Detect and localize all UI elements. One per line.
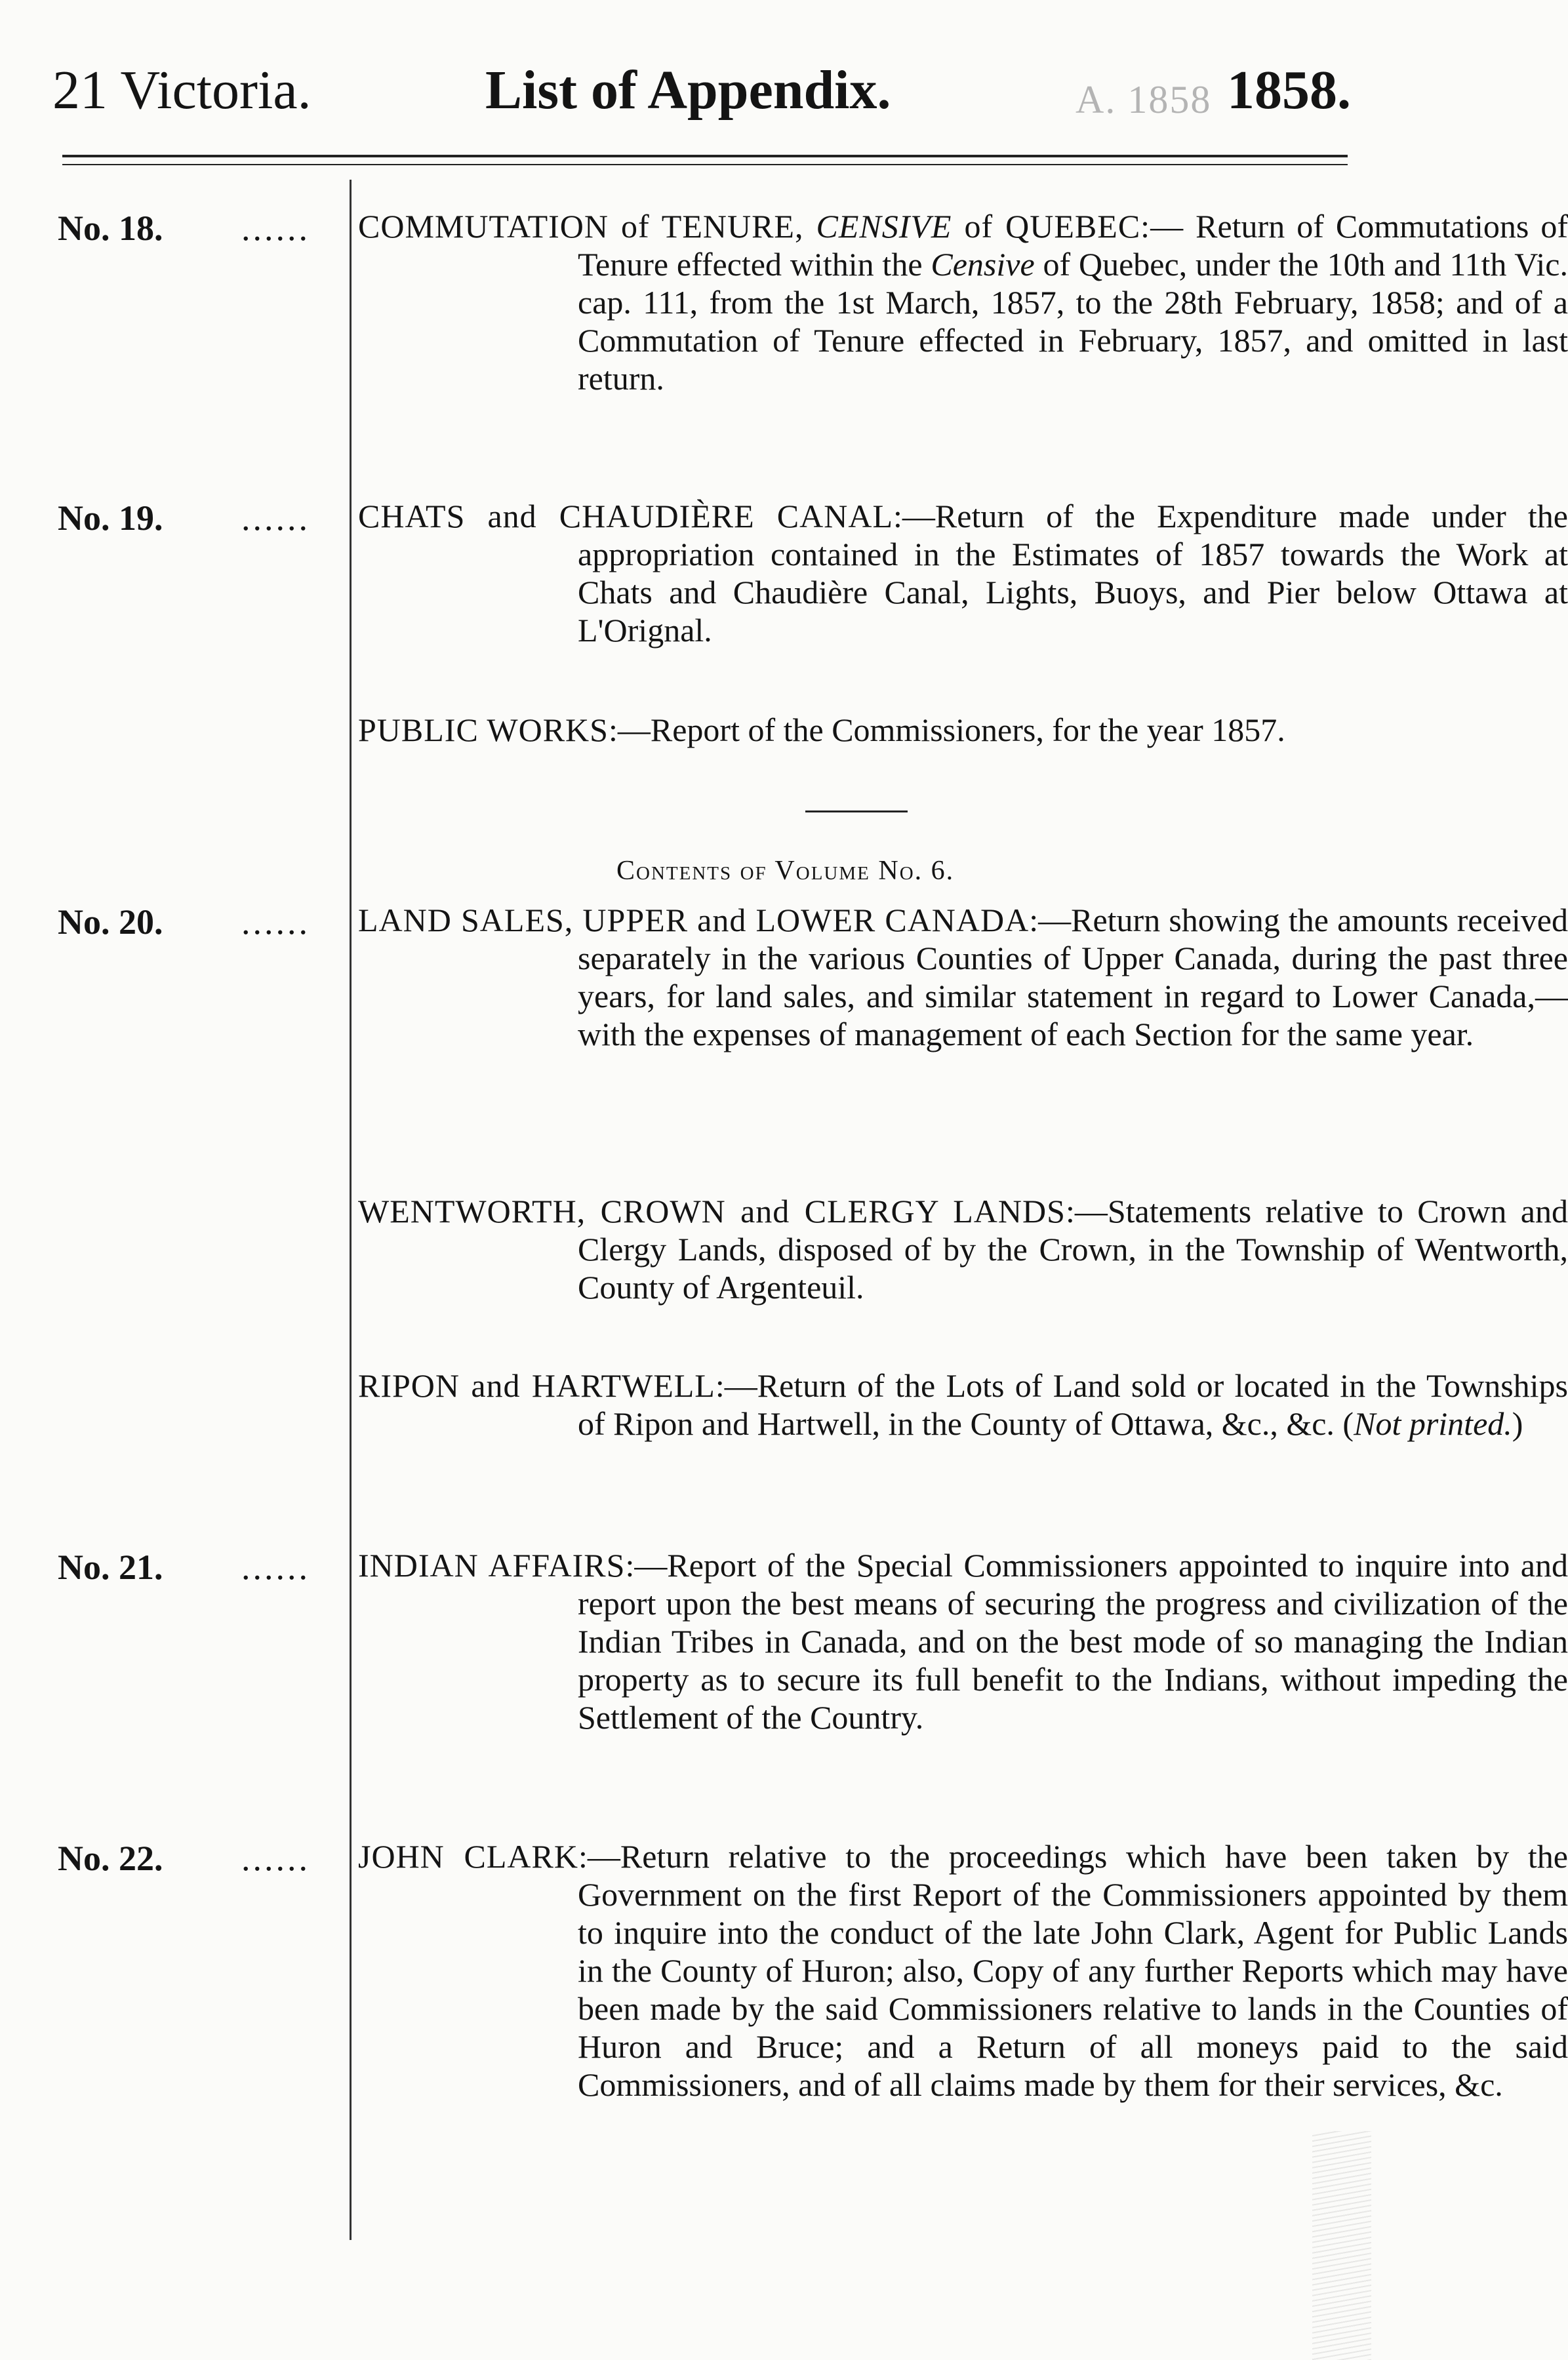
entry-commutation-of-tenure: COMMUTATION of TENURE, CENSIVE of QUEBEC:— Return of Commutations of Tenure effected within the Censive of Quebec, under the 10th and 11th Vic. cap. 111, from the 1st March, 1857, to the 28th February, 1858; and of a Commutation of Tenure effected in February, 1857, and omitted in last return. [358,208,1568,397]
section-divider [805,810,908,812]
column-divider [350,180,352,2240]
leader-dots: ...... [241,498,310,538]
entry-number-20: No. 20. ...... [58,902,310,942]
leader-dots: ...... [241,1548,310,1587]
entry-ripon-hartwell: RIPON and HARTWELL:—Return of the Lots of Land sold or located in the Townships of Ripon and Hartwell, in the County of Ottawa, &c., &c. (Not printed.) [358,1367,1568,1442]
leader-dots: ...... [241,1839,310,1878]
entry-number-22: No. 22. ...... [58,1839,310,1878]
header-faded-stamp: A. 1858 [1075,78,1212,121]
volume-heading: Contents of Volume No. 6. [616,856,955,886]
entry-john-clark: JOHN CLARK:—Return relative to the proceedings which have been taken by the Government on the first Report of the Commissioners appointed by them to inquire into the conduct of the late John Clark, Agent for Public Lands in the County of Huron; also, Copy of any further Reports which may have been made by the said Commissioners relative to lands in the Counties of Huron and Bruce; and a Return of all moneys paid to the said Commissioners, and of all claims made by them for their services, &c. [358,1838,1568,2103]
entry-land-sales: LAND SALES, UPPER and LOWER CANADA:—Return showing the amounts received separately in the various Counties of Upper Canada, during the past three years, for land sales, and similar statement in regard to Lower Canada,—with the expenses of management of each Section for the same year. [358,902,1568,1052]
entry-number-19: No. 19. ...... [58,498,310,538]
leader-dots: ...... [241,902,310,942]
header-year: 1858. [1227,60,1351,121]
entry-chats-chaudiere-canal: CHATS and CHAUDIÈRE CANAL:—Return of the Expenditure made under the appropriation contained in the Estimates of 1857 towards the Work at Chats and Chaudière Canal, Lights, Buoys, and Pier below Ottawa at L'Orignal. [358,498,1568,649]
scan-edge-noise [1312,2131,1371,2360]
entry-wentworth-lands: WENTWORTH, CROWN and CLERGY LANDS:—Statements relative to Crown and Clergy Lands, disposed of by the Crown, in the Township of Wentworth, County of Argenteuil. [358,1193,1568,1306]
entry-public-works: PUBLIC WORKS:—Report of the Commissioners, for the year 1857. [358,711,1285,748]
header-rule-thick [62,155,1348,157]
leader-dots: ...... [241,209,310,248]
running-header [52,58,1351,130]
header-rule-thin [62,164,1348,165]
entry-number-18: No. 18. ...... [58,209,310,248]
entry-indian-affairs: INDIAN AFFAIRS:—Report of the Special Commissioners appointed to inquire into and report upon the best means of securing the progress and civilization of the Indian Tribes in Canada, and on the best mode of so managing the Indian property as to secure its full benefit to the Indians, without impeding the Settlement of the Country. [358,1547,1568,1736]
entry-number-21: No. 21. ...... [58,1548,310,1587]
header-regnal-year: 21 Victoria. [52,60,312,121]
header-title: List of Appendix. [485,60,891,121]
